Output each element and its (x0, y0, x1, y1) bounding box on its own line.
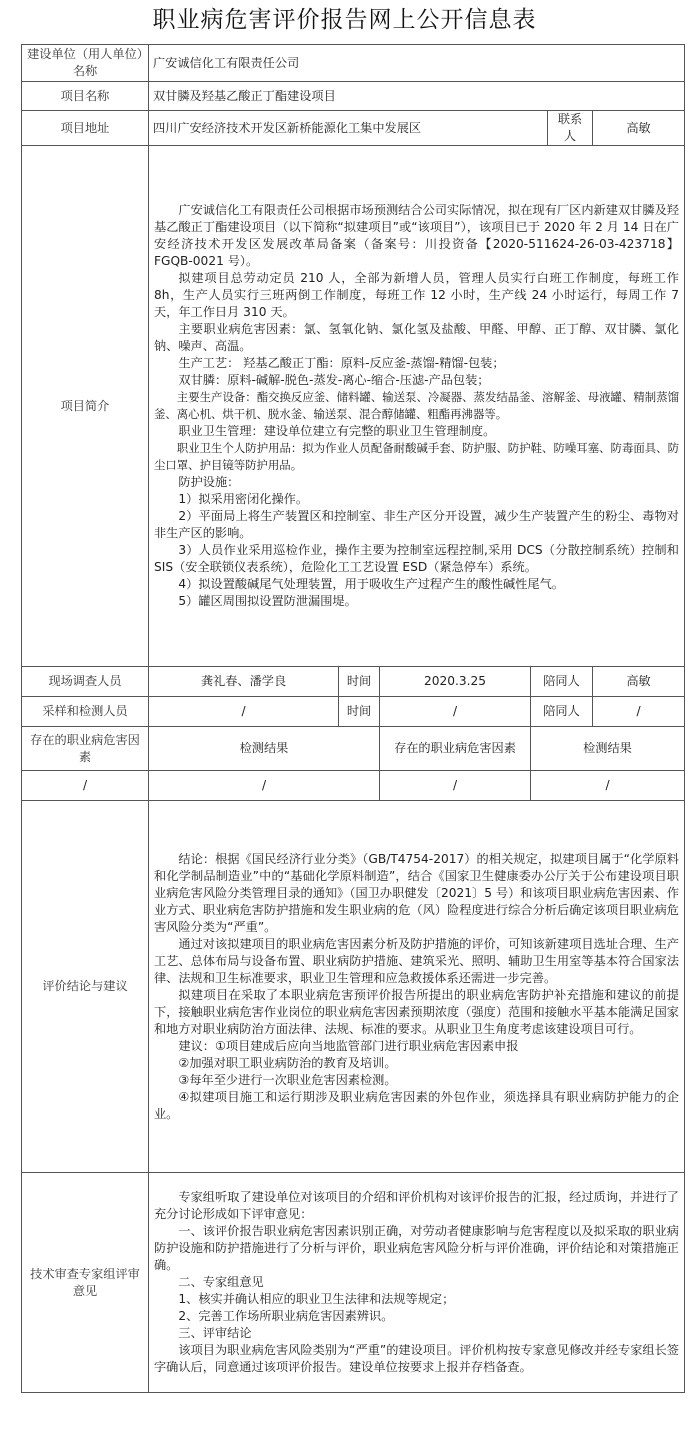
conclusion-para: ③每年至少进行一次职业危害因素检测。 (178, 1072, 397, 1087)
page-title: 职业病危害评价报告网上公开信息表 (152, 7, 537, 33)
intro-para: 防护设施： (178, 475, 240, 489)
review-para: 1、核实并确认相应的职业卫生法律和法规等规定； (178, 1292, 455, 1306)
sampling-accompany-label: 陪同人 (531, 697, 593, 727)
conclusion-para: 建议：①项目建成后应向当地监管部门进行职业病危害因素申报 (178, 1038, 519, 1053)
row-factors-header (22, 727, 685, 771)
intro-para: 2）平面局上将生产装置区和控制室、非生产区分开设置，减少生产装置产生的粉尘、毒物对非生产区的影响。 (154, 509, 679, 540)
project-label: 项目名称 (22, 82, 149, 111)
row-unit (22, 45, 685, 82)
sampling-time-value: / (380, 697, 531, 727)
address-label: 项目地址 (22, 111, 149, 146)
factors-col4: / (531, 771, 685, 801)
survey-time-label: 时间 (339, 667, 380, 697)
intro-para: 职业卫生管理：建设单位建立有完整的职业卫生管理制度。 (178, 424, 496, 438)
row-conclusion (22, 801, 685, 1173)
row-survey (22, 667, 685, 697)
survey-label: 现场调查人员 (22, 667, 149, 697)
conclusion-para: 拟建项目在采取了本职业病危害预评价报告所提出的职业病危害防护补充措施和建议的前提下，接触职业病危害作业岗位的职业病危害因素预期浓度（强度）范围和接触水平基本能满足国家和地方对职业病防治方面法律、法规、标准的要求。从职业卫生角度考虑该建设项目可行。 (154, 987, 679, 1036)
contact-value: 高敏 (593, 111, 685, 146)
intro-para: 拟建项目总劳动定员 210 人，全部为新增人员，管理人员实行白班工作制度，每班工作 8h，生产人员实行三班两倒工作制度，每班工作 12 小时，生产线 24 小时运行，每周工作 7 天，年工作日月 310 天。 (154, 271, 679, 319)
intro-para: 5）罐区周围拟设置防泄漏围堤。 (178, 594, 357, 608)
sampling-label: 采样和检测人员 (22, 697, 149, 727)
survey-time-value: 2020.3.25 (380, 667, 531, 697)
survey-accompany-value: 高敏 (593, 667, 685, 697)
review-para: 一、该评价报告职业病危害因素识别正确，对劳动者健康影响与危害程度以及拟采取的职业病防护设施和防护措施进行了分析与评价，职业病危害风险分析与评价准确，评价结论和对策措施正确。 (154, 1224, 679, 1272)
review-para: 该项目为职业病危害风险类别为“严重”的建设项目。评价机构按专家意见修改并经专家组长签字确认后，同意通过该项评价报告。建设单位按要求上报并存档备查。 (154, 1343, 679, 1374)
review-para: 2、完善工作场所职业病危害因素辨识。 (178, 1309, 394, 1323)
conclusion-content (149, 801, 685, 1173)
intro-para: 主要生产设备：酯交换反应釜、储料罐、输送泵、冷凝器、蒸发结晶釜、溶解釜、母液罐、精制蒸馏釜、离心机、烘干机、脱水釜、输送泵、混合醇储罐、粗酯再沸器等。 (154, 390, 679, 421)
factors-header-col3: 存在的职业病危害因素 (380, 727, 531, 771)
factors-col2: / (149, 771, 380, 801)
row-sampling (22, 697, 685, 727)
row-intro (22, 146, 685, 667)
conclusion-para: ④拟建项目施工和运行期涉及职业病危害因素的外包作业，须选择具有职业病防护能力的企业。 (154, 1089, 679, 1121)
conclusion-para: ②加强对职工职业病防治的教育及培训。 (178, 1055, 397, 1070)
intro-para: 广安诚信化工有限责任公司根据市场预测结合公司实际情况，拟在现有厂区内新建双甘膦及羟基乙酸正丁酯建设项目（以下简称“拟建项目”或“该项目”），该项目已于 2020 年 2 月 14 日在广安经济技术开发区发展改革局备案（备案号：川投资备【2020-511624-26-03-423718】FGQB-0021 号）。 (154, 203, 679, 268)
row-review (22, 1173, 685, 1393)
sampling-time-label: 时间 (339, 697, 380, 727)
conclusion-para: 结论：根据《国民经济行业分类》（GB/T4754-2017）的相关规定，拟建项目属于“化学原料和化学制品制造业”中的“基础化学原料制造”，结合《国家卫生健康委办公厅关于公布建设项目职业病危害风险分类管理目录的通知》（国卫办职健发〔2021〕5 号）和该项目职业病危害因素、作业方式、职业病危害防护措施和发生职业病的危（风）险程度进行综合分析后确定该项目职业病危害风险分类为“严重”。 (154, 851, 679, 934)
intro-para: 职业卫生个人防护用品：拟为作业人员配备耐酸碱手套、防护服、防护鞋、防噪耳塞、防毒面具、防尘口罩、护目镜等防护用品。 (154, 441, 679, 472)
review-para: 三、评审结论 (178, 1326, 252, 1340)
unit-value: 广安诚信化工有限责任公司 (149, 45, 685, 82)
conclusion-para: 通过对该拟建项目的职业病危害因素分析及防护措施的评价，可知该新建项目选址合理、生产工艺、总体布局与设备布置、职业病防护措施、建筑采光、照明、辅助卫生用室等基本符合国家法律、法规和卫生标准要求，职业卫生管理和应急救援体系还需进一步完善。 (154, 936, 679, 985)
intro-content (149, 146, 685, 667)
survey-accompany-label: 陪同人 (531, 667, 593, 697)
review-label: 技术审查专家组评审意见 (22, 1173, 149, 1393)
review-para: 专家组听取了建设单位对该项目的介绍和评价机构对该评价报告的汇报，经过质询，并进行了充分讨论形成如下评审意见： (154, 1190, 679, 1221)
sampling-value: / (149, 697, 339, 727)
factors-header-col4: 检测结果 (531, 727, 685, 771)
info-table (21, 44, 685, 1393)
intro-para: 主要职业病危害因素：氯、氢氧化钠、氯化氢及盐酸、甲醛、甲醇、正丁醇、双甘膦、氯化钠、噪声、高温。 (154, 322, 679, 353)
review-para: 二、专家组意见 (178, 1275, 264, 1289)
factors-header-col2: 检测结果 (149, 727, 380, 771)
intro-para: 3）人员作业采用巡检作业，操作主要为控制室远程控制,采用 DCS（分散控制系统）控制和 SIS（安全联锁仪表系统），危险化工工艺设置 ESD（紧急停车）系统。 (154, 543, 679, 574)
conclusion-label: 评价结论与建议 (22, 801, 149, 1173)
intro-para: 4）拟设置酸碱尾气处理装置，用于吸收生产过程产生的酸性碱性尾气。 (178, 577, 564, 591)
intro-para: 生产工艺： 羟基乙酸正丁酯：原料-反应釜-蒸馏-精馏-包装； (178, 356, 505, 370)
intro-para: 1）拟采用密闭化操作。 (178, 492, 309, 506)
factors-col1: / (22, 771, 149, 801)
row-project (22, 82, 685, 111)
survey-value: 龚礼春、潘学良 (149, 667, 339, 697)
unit-label: 建设单位（用人单位）名称 (22, 45, 149, 82)
factors-col3: / (380, 771, 531, 801)
project-value: 双甘膦及羟基乙酸正丁酯建设项目 (149, 82, 685, 111)
review-content (149, 1173, 685, 1393)
address-value: 四川广安经济技术开发区新桥能源化工集中发展区 (149, 111, 548, 146)
intro-label: 项目简介 (22, 146, 149, 667)
intro-para: 双甘膦：原料-碱解-脱色-蒸发-离心-缩合-压滤-产品包装； (178, 373, 490, 387)
sampling-accompany-value: / (593, 697, 685, 727)
contact-label: 联系人 (548, 111, 593, 146)
row-address (22, 111, 685, 146)
factors-header-col1: 存在的职业病危害因素 (22, 727, 149, 771)
row-factors (22, 771, 685, 801)
